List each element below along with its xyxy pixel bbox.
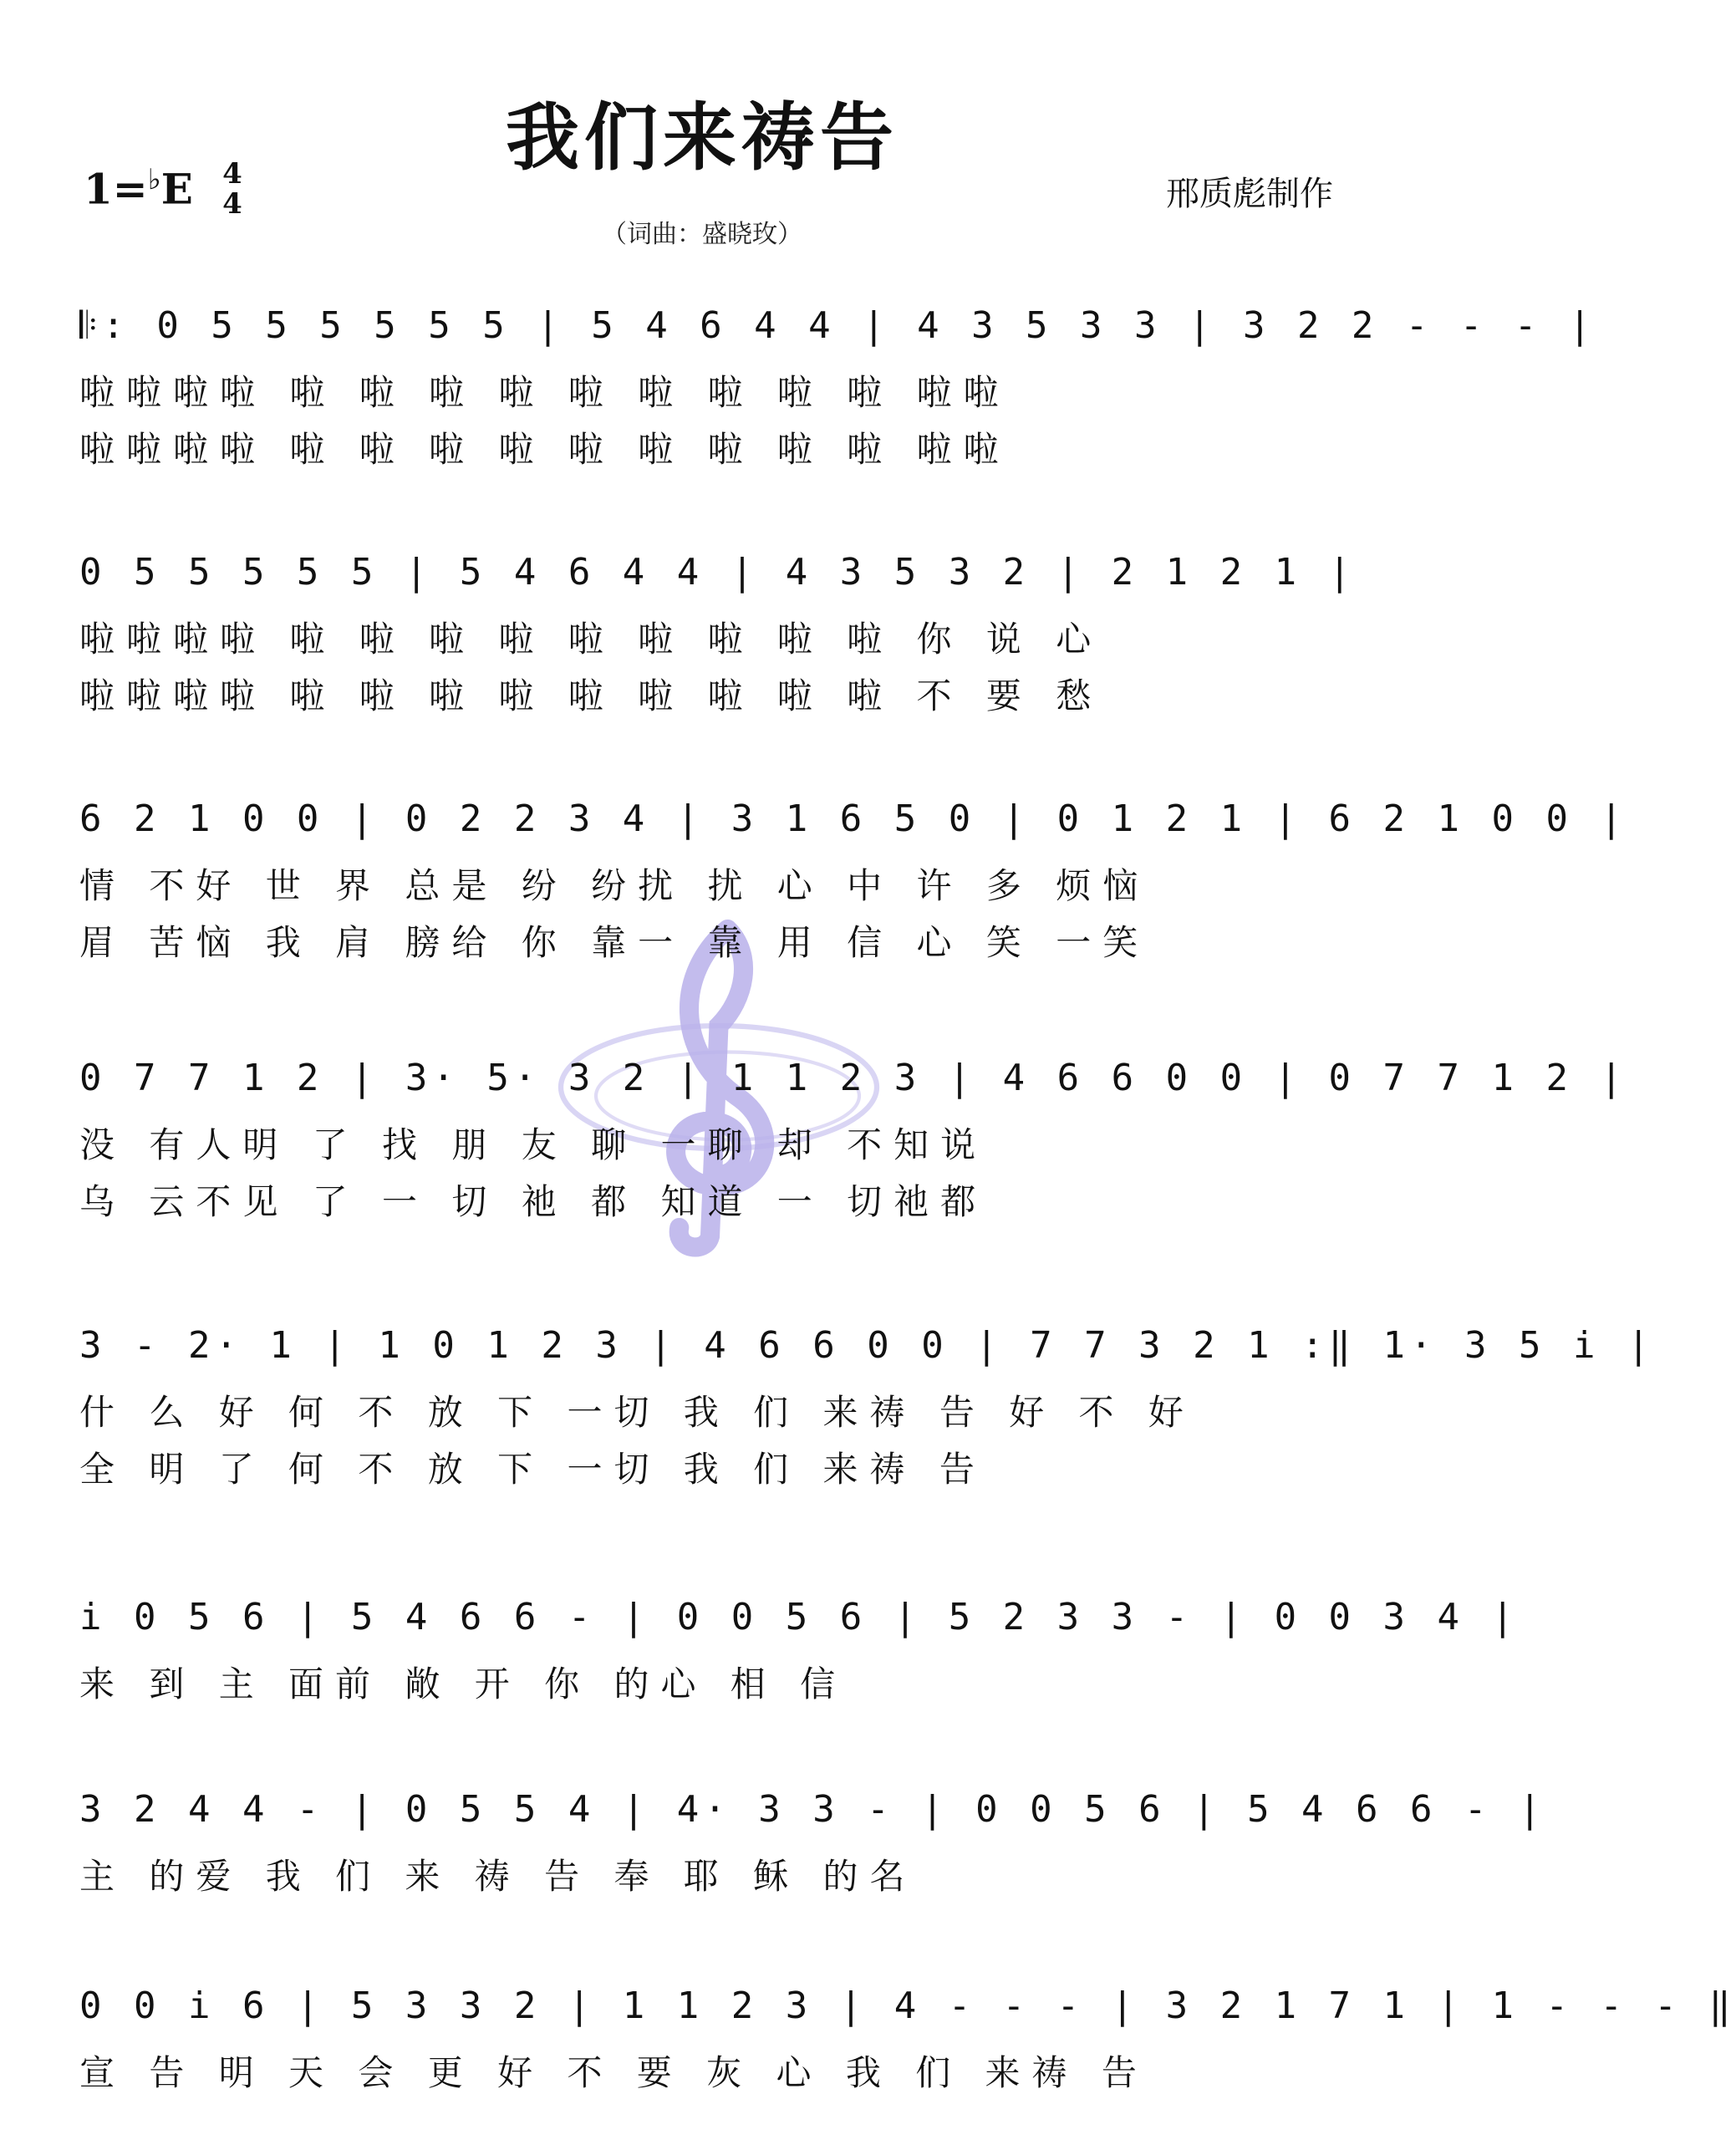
- lyrics-composer-credit: （词曲：盛晓玫）: [602, 220, 802, 249]
- time-signature: [216, 159, 249, 219]
- lyric-verse-2: 眉 苦恼 我 肩 膀给 你 靠一 靠 用 信 心 笑 一笑: [79, 922, 1150, 963]
- lyric-verse-2: 啦啦啦啦 啦 啦 啦 啦 啦 啦 啦 啦 啦 不 要 愁: [79, 675, 1103, 716]
- notation-line: 0 0 i 6 | 5 3 3 2 | 1 1 2 3 | 4 - - - | 3 2 1 7 1 | 1 - - - ‖: [79, 1985, 1736, 2027]
- lyric-verse-1: 没 有人明 了 找 朋 友 聊 一聊 却 不知说: [79, 1124, 988, 1165]
- notation-line: 3 2 4 4 - | 0 5 5 4 | 4· 3 3 - | 0 0 5 6 | 5 4 6 6 - |: [79, 1788, 1546, 1831]
- notation-line: 𝄆: 0 5 5 5 5 5 5 | 5 4 6 4 4 | 4 3 5 3 3 | 3 2 2 - - - |: [79, 304, 1596, 347]
- notation-line: 0 5 5 5 5 5 | 5 4 6 4 4 | 4 3 5 3 2 | 2 1 2 1 |: [79, 551, 1357, 594]
- lyric-verse-1: 情 不好 世 界 总是 纷 纷扰 扰 心 中 许 多 烦恼: [79, 865, 1150, 906]
- lyric-verse-1: 什 么 好 何 不 放 下 一切 我 们 来祷 告 好 不 好: [79, 1392, 1195, 1433]
- notation-line: i 0 5 6 | 5 4 6 6 - | 0 0 5 6 | 5 2 3 3 - | 0 0 3 4 |: [79, 1596, 1519, 1638]
- key-prefix: 1=: [84, 164, 148, 214]
- notation-line: 3 - 2· 1 | 1 0 1 2 3 | 4 6 6 0 0 | 7 7 3 2 1 :‖ 1· 3 5 i |: [79, 1324, 1655, 1367]
- meter-top: 4: [222, 157, 242, 191]
- lyric-verse-2: 乌 云不见 了 一 切 祂 都 知道 一 切祂都: [79, 1181, 988, 1222]
- key-note: E: [160, 164, 193, 214]
- lyric-verse-1: 啦啦啦啦 啦 啦 啦 啦 啦 啦 啦 啦 啦 啦啦: [79, 372, 1011, 413]
- lyric-line: 宣 告 明 天 会 更 好 不 要 灰 心 我 们 来祷 告: [79, 2052, 1148, 2093]
- lyric-line: 来 到 主 面前 敞 开 你 的心 相 信: [79, 1664, 848, 1704]
- meter-bottom: 4: [222, 187, 242, 221]
- lyric-verse-2: 全 明 了 何 不 放 下 一切 我 们 来祷 告: [79, 1449, 986, 1490]
- lyric-verse-1: 啦啦啦啦 啦 啦 啦 啦 啦 啦 啦 啦 啦 你 说 心: [79, 619, 1103, 660]
- flat-sign: ♭: [147, 163, 161, 196]
- notation-line: 0 7 7 1 2 | 3· 5· 3 2 | 1 1 2 3 | 4 6 6 0 0 | 0 7 7 1 2 |: [79, 1057, 1627, 1099]
- lyric-line: 主 的爱 我 们 来 祷 告 奉 耶 稣 的名: [79, 1856, 917, 1897]
- song-title: 我们来祷告: [505, 94, 899, 181]
- key-signature: [84, 163, 193, 214]
- notation-line: 6 2 1 0 0 | 0 2 2 3 4 | 3 1 6 5 0 | 0 1 2 1 | 6 2 1 0 0 |: [79, 797, 1627, 840]
- maker-credit: 邢质彪制作: [1166, 175, 1333, 213]
- lyric-verse-2: 啦啦啦啦 啦 啦 啦 啦 啦 啦 啦 啦 啦 啦啦: [79, 429, 1011, 470]
